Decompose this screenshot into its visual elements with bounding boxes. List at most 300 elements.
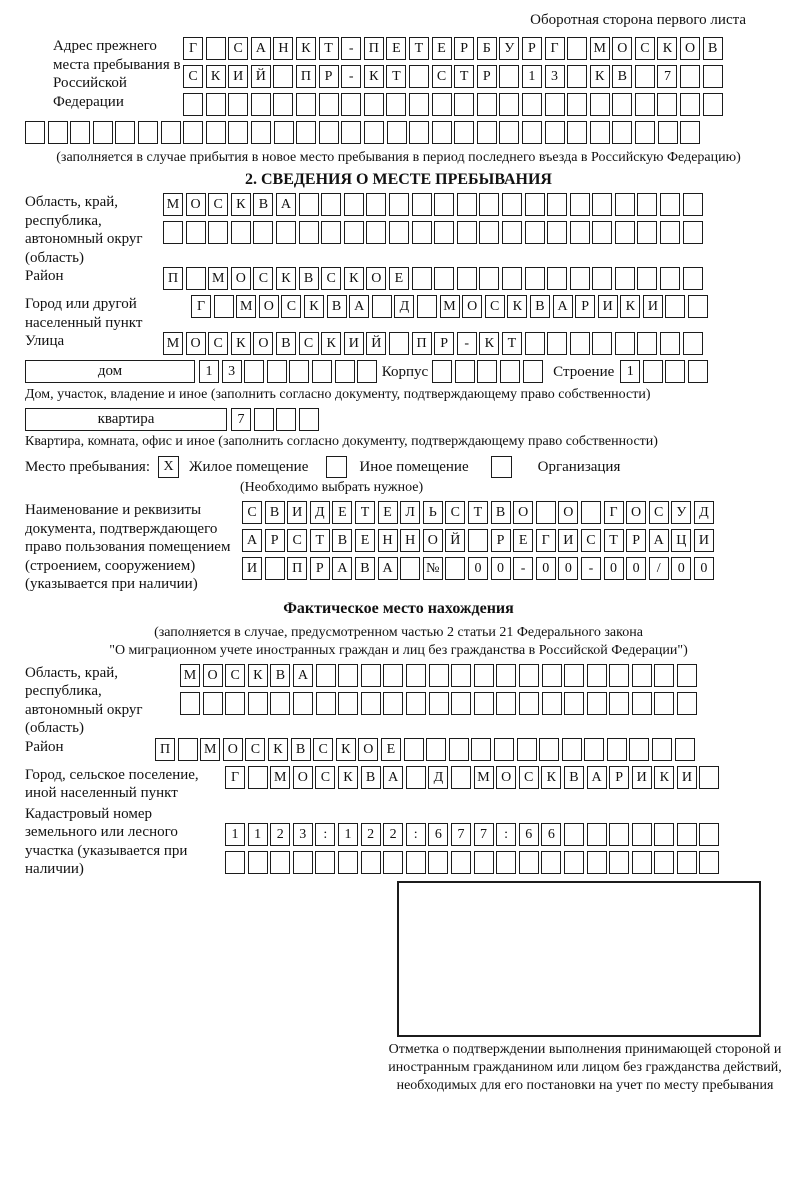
char-box[interactable] <box>632 692 652 715</box>
char-box[interactable]: 2 <box>383 823 403 846</box>
char-box[interactable]: О <box>231 267 251 290</box>
char-box[interactable] <box>409 65 429 88</box>
char-box[interactable] <box>296 93 316 116</box>
char-box[interactable] <box>494 738 514 761</box>
char-box[interactable] <box>519 851 539 874</box>
char-box[interactable] <box>432 121 452 144</box>
char-box[interactable]: 6 <box>541 823 561 846</box>
checkbox-zhiloe[interactable]: X <box>158 456 179 478</box>
char-box[interactable]: К <box>336 738 356 761</box>
char-box[interactable]: В <box>291 738 311 761</box>
char-box[interactable] <box>457 193 477 216</box>
char-box[interactable] <box>361 664 381 687</box>
char-box[interactable] <box>654 823 674 846</box>
char-box[interactable] <box>206 93 226 116</box>
char-box[interactable]: 6 <box>519 823 539 846</box>
char-box[interactable] <box>688 295 708 318</box>
char-box[interactable] <box>564 851 584 874</box>
char-box[interactable]: С <box>649 501 669 524</box>
char-box[interactable] <box>677 692 697 715</box>
char-box[interactable] <box>409 93 429 116</box>
char-box[interactable]: А <box>332 557 352 580</box>
char-box[interactable]: Е <box>389 267 409 290</box>
char-box[interactable]: 1 <box>225 823 245 846</box>
char-box[interactable] <box>522 121 542 144</box>
char-box[interactable] <box>468 529 488 552</box>
char-box[interactable] <box>683 193 703 216</box>
char-box[interactable]: - <box>341 65 361 88</box>
char-box[interactable] <box>637 267 657 290</box>
char-box[interactable] <box>273 93 293 116</box>
char-box[interactable]: У <box>671 501 691 524</box>
char-box[interactable] <box>372 295 392 318</box>
char-box[interactable] <box>519 692 539 715</box>
char-box[interactable] <box>665 295 685 318</box>
char-box[interactable] <box>270 851 290 874</box>
char-box[interactable] <box>677 664 697 687</box>
char-box[interactable] <box>383 664 403 687</box>
char-box[interactable] <box>228 93 248 116</box>
char-box[interactable] <box>248 766 268 789</box>
char-box[interactable] <box>477 121 497 144</box>
char-box[interactable] <box>683 332 703 355</box>
char-box[interactable] <box>609 823 629 846</box>
char-box[interactable]: О <box>680 37 700 60</box>
char-box[interactable]: Р <box>454 37 474 60</box>
char-box[interactable] <box>434 193 454 216</box>
char-box[interactable] <box>299 221 319 244</box>
char-box[interactable] <box>629 738 649 761</box>
char-box[interactable] <box>590 121 610 144</box>
char-box[interactable] <box>502 221 522 244</box>
char-box[interactable] <box>525 267 545 290</box>
char-box[interactable]: О <box>358 738 378 761</box>
char-box[interactable] <box>590 93 610 116</box>
char-box[interactable] <box>635 93 655 116</box>
char-box[interactable]: М <box>200 738 220 761</box>
char-box[interactable]: И <box>344 332 364 355</box>
char-box[interactable]: С <box>581 529 601 552</box>
char-box[interactable]: П <box>364 37 384 60</box>
char-box[interactable] <box>319 121 339 144</box>
char-box[interactable]: В <box>253 193 273 216</box>
char-box[interactable]: С <box>315 766 335 789</box>
char-box[interactable] <box>502 267 522 290</box>
char-box[interactable]: Б <box>477 37 497 60</box>
char-box[interactable]: В <box>612 65 632 88</box>
char-box[interactable]: С <box>253 267 273 290</box>
char-box[interactable]: С <box>445 501 465 524</box>
char-box[interactable] <box>409 121 429 144</box>
char-box[interactable] <box>341 93 361 116</box>
char-box[interactable]: 2 <box>270 823 290 846</box>
char-box[interactable] <box>570 267 590 290</box>
char-box[interactable] <box>547 267 567 290</box>
char-box[interactable]: 3 <box>293 823 313 846</box>
char-box[interactable] <box>449 738 469 761</box>
char-box[interactable] <box>299 408 319 431</box>
char-box[interactable] <box>248 692 268 715</box>
char-box[interactable] <box>474 664 494 687</box>
char-box[interactable]: В <box>265 501 285 524</box>
char-box[interactable] <box>545 121 565 144</box>
char-box[interactable]: К <box>304 295 324 318</box>
char-box[interactable] <box>545 93 565 116</box>
char-box[interactable]: В <box>270 664 290 687</box>
char-box[interactable]: О <box>186 193 206 216</box>
char-box[interactable]: П <box>163 267 183 290</box>
char-box[interactable] <box>451 692 471 715</box>
char-box[interactable]: 1 <box>248 823 268 846</box>
char-box[interactable]: 7 <box>451 823 471 846</box>
char-box[interactable]: - <box>341 37 361 60</box>
char-box[interactable]: К <box>479 332 499 355</box>
char-box[interactable]: О <box>423 529 443 552</box>
char-box[interactable]: К <box>654 766 674 789</box>
char-box[interactable]: С <box>208 193 228 216</box>
char-box[interactable]: Т <box>604 529 624 552</box>
char-box[interactable]: 0 <box>536 557 556 580</box>
char-box[interactable]: М <box>208 267 228 290</box>
char-box[interactable] <box>270 692 290 715</box>
char-box[interactable]: С <box>228 37 248 60</box>
char-box[interactable] <box>163 221 183 244</box>
char-box[interactable]: О <box>253 332 273 355</box>
char-box[interactable]: П <box>296 65 316 88</box>
char-box[interactable]: 6 <box>428 823 448 846</box>
char-box[interactable]: 0 <box>604 557 624 580</box>
char-box[interactable] <box>479 193 499 216</box>
char-box[interactable] <box>680 121 700 144</box>
char-box[interactable] <box>387 121 407 144</box>
char-box[interactable]: И <box>632 766 652 789</box>
char-box[interactable] <box>517 738 537 761</box>
char-box[interactable] <box>412 193 432 216</box>
char-box[interactable] <box>225 692 245 715</box>
char-box[interactable] <box>615 332 635 355</box>
char-box[interactable]: Р <box>265 529 285 552</box>
char-box[interactable]: С <box>242 501 262 524</box>
char-box[interactable] <box>632 664 652 687</box>
char-box[interactable]: М <box>163 193 183 216</box>
char-box[interactable] <box>587 664 607 687</box>
char-box[interactable] <box>474 851 494 874</box>
char-box[interactable] <box>417 295 437 318</box>
char-box[interactable]: С <box>281 295 301 318</box>
char-box[interactable] <box>426 738 446 761</box>
char-box[interactable]: М <box>474 766 494 789</box>
char-box[interactable]: С <box>519 766 539 789</box>
char-box[interactable]: К <box>338 766 358 789</box>
char-box[interactable]: Л <box>400 501 420 524</box>
char-box[interactable]: Н <box>273 37 293 60</box>
char-box[interactable] <box>254 408 274 431</box>
char-box[interactable] <box>675 738 695 761</box>
char-box[interactable] <box>592 332 612 355</box>
char-box[interactable] <box>244 360 264 383</box>
char-box[interactable] <box>429 664 449 687</box>
char-box[interactable]: С <box>183 65 203 88</box>
char-box[interactable]: - <box>513 557 533 580</box>
char-box[interactable] <box>335 360 355 383</box>
char-box[interactable]: К <box>206 65 226 88</box>
char-box[interactable]: Е <box>381 738 401 761</box>
char-box[interactable]: 0 <box>491 557 511 580</box>
char-box[interactable] <box>338 851 358 874</box>
char-box[interactable] <box>612 121 632 144</box>
char-box[interactable] <box>699 823 719 846</box>
char-box[interactable] <box>183 93 203 116</box>
char-box[interactable] <box>683 221 703 244</box>
char-box[interactable] <box>434 221 454 244</box>
char-box[interactable] <box>406 851 426 874</box>
char-box[interactable]: Й <box>251 65 271 88</box>
char-box[interactable] <box>389 332 409 355</box>
char-box[interactable] <box>677 851 697 874</box>
char-box[interactable] <box>429 692 449 715</box>
char-box[interactable] <box>592 193 612 216</box>
char-box[interactable] <box>592 221 612 244</box>
char-box[interactable] <box>400 557 420 580</box>
char-box[interactable] <box>660 193 680 216</box>
char-box[interactable] <box>316 664 336 687</box>
char-box[interactable]: И <box>558 529 578 552</box>
char-box[interactable] <box>451 851 471 874</box>
char-box[interactable] <box>562 738 582 761</box>
char-box[interactable] <box>338 692 358 715</box>
char-box[interactable] <box>564 664 584 687</box>
char-box[interactable] <box>615 267 635 290</box>
char-box[interactable]: А <box>242 529 262 552</box>
char-box[interactable]: Е <box>332 501 352 524</box>
char-box[interactable]: М <box>180 664 200 687</box>
char-box[interactable] <box>499 65 519 88</box>
char-box[interactable]: Т <box>386 65 406 88</box>
char-box[interactable]: С <box>485 295 505 318</box>
char-box[interactable]: Г <box>191 295 211 318</box>
char-box[interactable]: С <box>313 738 333 761</box>
char-box[interactable] <box>635 65 655 88</box>
char-box[interactable]: Р <box>319 65 339 88</box>
char-box[interactable]: 7 <box>657 65 677 88</box>
char-box[interactable]: О <box>293 766 313 789</box>
char-box[interactable] <box>315 851 335 874</box>
char-box[interactable]: Т <box>454 65 474 88</box>
char-box[interactable] <box>637 221 657 244</box>
char-box[interactable] <box>496 692 516 715</box>
char-box[interactable] <box>652 738 672 761</box>
char-box[interactable] <box>251 93 271 116</box>
char-box[interactable]: В <box>299 267 319 290</box>
char-box[interactable] <box>225 851 245 874</box>
char-box[interactable] <box>654 664 674 687</box>
char-box[interactable]: К <box>507 295 527 318</box>
char-box[interactable] <box>547 332 567 355</box>
char-box[interactable]: К <box>364 65 384 88</box>
char-box[interactable] <box>643 360 663 383</box>
char-box[interactable]: 1 <box>199 360 219 383</box>
char-box[interactable] <box>609 851 629 874</box>
char-box[interactable] <box>276 408 296 431</box>
char-box[interactable]: С <box>225 664 245 687</box>
char-box[interactable] <box>609 664 629 687</box>
char-box[interactable]: Р <box>310 557 330 580</box>
char-box[interactable]: И <box>694 529 714 552</box>
char-box[interactable] <box>523 360 543 383</box>
char-box[interactable] <box>471 738 491 761</box>
char-box[interactable] <box>432 360 452 383</box>
char-box[interactable] <box>567 65 587 88</box>
char-box[interactable]: Т <box>310 529 330 552</box>
char-box[interactable]: М <box>163 332 183 355</box>
char-box[interactable] <box>564 823 584 846</box>
char-box[interactable] <box>703 93 723 116</box>
char-box[interactable]: И <box>643 295 663 318</box>
char-box[interactable]: В <box>530 295 550 318</box>
char-box[interactable] <box>564 692 584 715</box>
char-box[interactable] <box>703 65 723 88</box>
char-box[interactable] <box>70 121 90 144</box>
char-box[interactable]: Й <box>366 332 386 355</box>
char-box[interactable] <box>479 221 499 244</box>
char-box[interactable] <box>214 295 234 318</box>
char-box[interactable]: М <box>590 37 610 60</box>
char-box[interactable]: Р <box>575 295 595 318</box>
char-box[interactable]: : <box>406 823 426 846</box>
char-box[interactable] <box>274 121 294 144</box>
char-box[interactable] <box>657 93 677 116</box>
char-box[interactable]: К <box>268 738 288 761</box>
char-box[interactable]: П <box>412 332 432 355</box>
char-box[interactable] <box>567 37 587 60</box>
char-box[interactable] <box>321 221 341 244</box>
char-box[interactable] <box>248 851 268 874</box>
char-box[interactable]: М <box>270 766 290 789</box>
char-box[interactable] <box>451 766 471 789</box>
char-box[interactable] <box>477 93 497 116</box>
char-box[interactable] <box>445 557 465 580</box>
char-box[interactable]: Е <box>378 501 398 524</box>
char-box[interactable]: Г <box>545 37 565 60</box>
char-box[interactable] <box>654 692 674 715</box>
char-box[interactable] <box>273 65 293 88</box>
char-box[interactable] <box>570 221 590 244</box>
char-box[interactable]: В <box>332 529 352 552</box>
char-box[interactable] <box>138 121 158 144</box>
char-box[interactable] <box>48 121 68 144</box>
char-box[interactable] <box>293 692 313 715</box>
char-box[interactable] <box>253 221 273 244</box>
char-box[interactable] <box>412 267 432 290</box>
char-box[interactable] <box>228 121 248 144</box>
char-box[interactable]: Е <box>355 529 375 552</box>
char-box[interactable] <box>665 360 685 383</box>
char-box[interactable]: О <box>612 37 632 60</box>
char-box[interactable] <box>660 267 680 290</box>
char-box[interactable] <box>587 692 607 715</box>
char-box[interactable]: О <box>203 664 223 687</box>
char-box[interactable]: Р <box>522 37 542 60</box>
char-box[interactable]: Е <box>513 529 533 552</box>
char-box[interactable] <box>699 766 719 789</box>
char-box[interactable] <box>361 692 381 715</box>
char-box[interactable] <box>570 332 590 355</box>
char-box[interactable]: Ц <box>671 529 691 552</box>
char-box[interactable] <box>607 738 627 761</box>
char-box[interactable] <box>341 121 361 144</box>
char-box[interactable] <box>321 193 341 216</box>
char-box[interactable] <box>389 221 409 244</box>
char-box[interactable] <box>632 851 652 874</box>
char-box[interactable]: О <box>558 501 578 524</box>
char-box[interactable] <box>637 193 657 216</box>
char-box[interactable]: К <box>296 37 316 60</box>
char-box[interactable] <box>660 221 680 244</box>
char-box[interactable]: С <box>635 37 655 60</box>
char-box[interactable]: 0 <box>558 557 578 580</box>
char-box[interactable]: К <box>321 332 341 355</box>
char-box[interactable]: В <box>564 766 584 789</box>
char-box[interactable]: С <box>299 332 319 355</box>
char-box[interactable]: К <box>344 267 364 290</box>
char-box[interactable] <box>658 121 678 144</box>
char-box[interactable]: А <box>293 664 313 687</box>
char-box[interactable]: А <box>251 37 271 60</box>
char-box[interactable] <box>609 692 629 715</box>
char-box[interactable] <box>386 93 406 116</box>
char-box[interactable]: Т <box>502 332 522 355</box>
char-box[interactable] <box>161 121 181 144</box>
char-box[interactable] <box>251 121 271 144</box>
char-box[interactable] <box>455 360 475 383</box>
char-box[interactable]: Т <box>355 501 375 524</box>
char-box[interactable] <box>660 332 680 355</box>
char-box[interactable]: № <box>423 557 443 580</box>
char-box[interactable]: А <box>276 193 296 216</box>
char-box[interactable]: О <box>186 332 206 355</box>
char-box[interactable] <box>632 823 652 846</box>
char-box[interactable]: А <box>383 766 403 789</box>
char-box[interactable] <box>364 121 384 144</box>
char-box[interactable]: С <box>245 738 265 761</box>
char-box[interactable]: В <box>327 295 347 318</box>
char-box[interactable] <box>539 738 559 761</box>
char-box[interactable] <box>477 360 497 383</box>
char-box[interactable]: О <box>626 501 646 524</box>
char-box[interactable]: Д <box>394 295 414 318</box>
char-box[interactable] <box>567 93 587 116</box>
char-box[interactable]: - <box>457 332 477 355</box>
char-box[interactable] <box>406 664 426 687</box>
char-box[interactable] <box>383 692 403 715</box>
char-box[interactable] <box>406 692 426 715</box>
char-box[interactable]: В <box>276 332 296 355</box>
char-box[interactable] <box>454 93 474 116</box>
char-box[interactable] <box>432 93 452 116</box>
char-box[interactable]: 0 <box>626 557 646 580</box>
char-box[interactable] <box>536 501 556 524</box>
char-box[interactable]: 0 <box>694 557 714 580</box>
char-box[interactable]: П <box>155 738 175 761</box>
char-box[interactable]: Ь <box>423 501 443 524</box>
char-box[interactable] <box>231 221 251 244</box>
char-box[interactable] <box>93 121 113 144</box>
char-box[interactable] <box>502 193 522 216</box>
char-box[interactable]: Й <box>445 529 465 552</box>
char-box[interactable]: А <box>649 529 669 552</box>
char-box[interactable]: И <box>677 766 697 789</box>
char-box[interactable]: Р <box>434 332 454 355</box>
